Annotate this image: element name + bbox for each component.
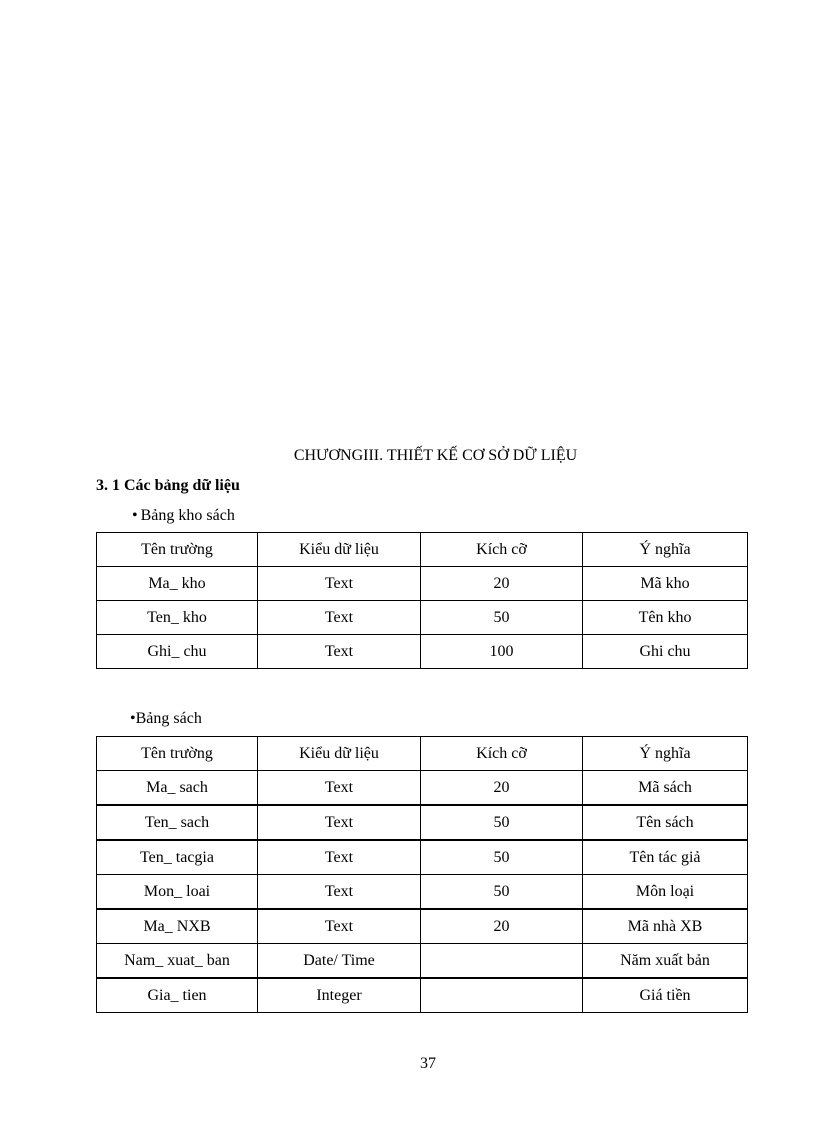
table-cell: Tên kho	[583, 601, 748, 635]
table-cell: Gia_ tien	[97, 978, 258, 1013]
table-cell: Date/ Time	[258, 944, 421, 979]
table-row	[97, 875, 748, 910]
table-cell: Text	[258, 840, 421, 875]
table2-label-text: Bảng sách	[135, 710, 202, 727]
table-cell: Text	[258, 771, 421, 806]
table-cell: 100	[421, 635, 583, 669]
table-cell: 50	[421, 805, 583, 840]
table-cell: Text	[258, 635, 421, 669]
table-cell: Ghi chu	[583, 635, 748, 669]
header-cell: Ý nghĩa	[583, 737, 748, 771]
table-cell: 50	[421, 601, 583, 635]
table-cell	[421, 944, 583, 979]
table-cell: Nam_ xuat_ ban	[97, 944, 258, 979]
table-cell: 20	[421, 771, 583, 806]
header-cell: Tên trường	[97, 533, 258, 567]
table-cell: 20	[421, 567, 583, 601]
header-cell: Tên trường	[97, 737, 258, 771]
bullet-icon: •	[130, 710, 136, 727]
table-cell: Môn loại	[583, 875, 748, 910]
table-row	[97, 909, 748, 944]
table-cell: Mã kho	[583, 567, 748, 601]
table-cell: Text	[258, 875, 421, 910]
table-cell: 50	[421, 840, 583, 875]
table-row	[97, 635, 748, 669]
header-cell: Kiểu dữ liệu	[258, 533, 421, 567]
header-cell: Kích cỡ	[421, 533, 583, 567]
table-cell: Text	[258, 805, 421, 840]
table-cell: Ten_ sach	[97, 805, 258, 840]
table-header-row	[97, 533, 748, 567]
table-cell: 50	[421, 875, 583, 910]
table-cell: Ten_ tacgia	[97, 840, 258, 875]
bullet-icon: •	[132, 507, 138, 524]
header-cell: Kích cỡ	[421, 737, 583, 771]
table-cell: Mon_ loai	[97, 875, 258, 910]
table-cell: Năm xuất bản	[583, 944, 748, 979]
table-cell: Tên sách	[583, 805, 748, 840]
table-cell: Ten_ kho	[97, 601, 258, 635]
table-cell: Text	[258, 601, 421, 635]
table-cell: Ghi_ chu	[97, 635, 258, 669]
warehouse-table	[96, 532, 748, 669]
table-cell: Text	[258, 567, 421, 601]
table-cell: Ma_ sach	[97, 771, 258, 806]
header-cell: Ý nghĩa	[583, 533, 748, 567]
table-cell: Mã sách	[583, 771, 748, 806]
section-heading: 3. 1 Các bảng dữ liệu	[96, 477, 240, 494]
table-cell: Ma_ kho	[97, 567, 258, 601]
table2-label	[130, 710, 202, 728]
table-cell: Text	[258, 909, 421, 944]
book-table	[96, 736, 748, 1013]
table-cell: 20	[421, 909, 583, 944]
table-cell: Ma_ NXB	[97, 909, 258, 944]
chapter-title: CHƯƠNGIII. THIẾT KẾ CƠ SỞ DỮ LIỆU	[293, 447, 578, 464]
table1-label-text: Bảng kho sách	[140, 507, 235, 524]
table-row	[97, 771, 748, 806]
table-cell: Integer	[258, 978, 421, 1013]
table-row	[97, 840, 748, 875]
table-cell: Giá tiền	[583, 978, 748, 1013]
page-number: 37	[420, 1055, 436, 1072]
table-row	[97, 978, 748, 1013]
table1-label	[132, 507, 235, 525]
table-cell	[421, 978, 583, 1013]
table-row	[97, 805, 748, 840]
table-cell: Mã nhà XB	[583, 909, 748, 944]
header-cell: Kiểu dữ liệu	[258, 737, 421, 771]
table-row	[97, 567, 748, 601]
table-row	[97, 944, 748, 979]
table-header-row	[97, 737, 748, 771]
table-cell: Tên tác giả	[583, 840, 748, 875]
table-row	[97, 601, 748, 635]
